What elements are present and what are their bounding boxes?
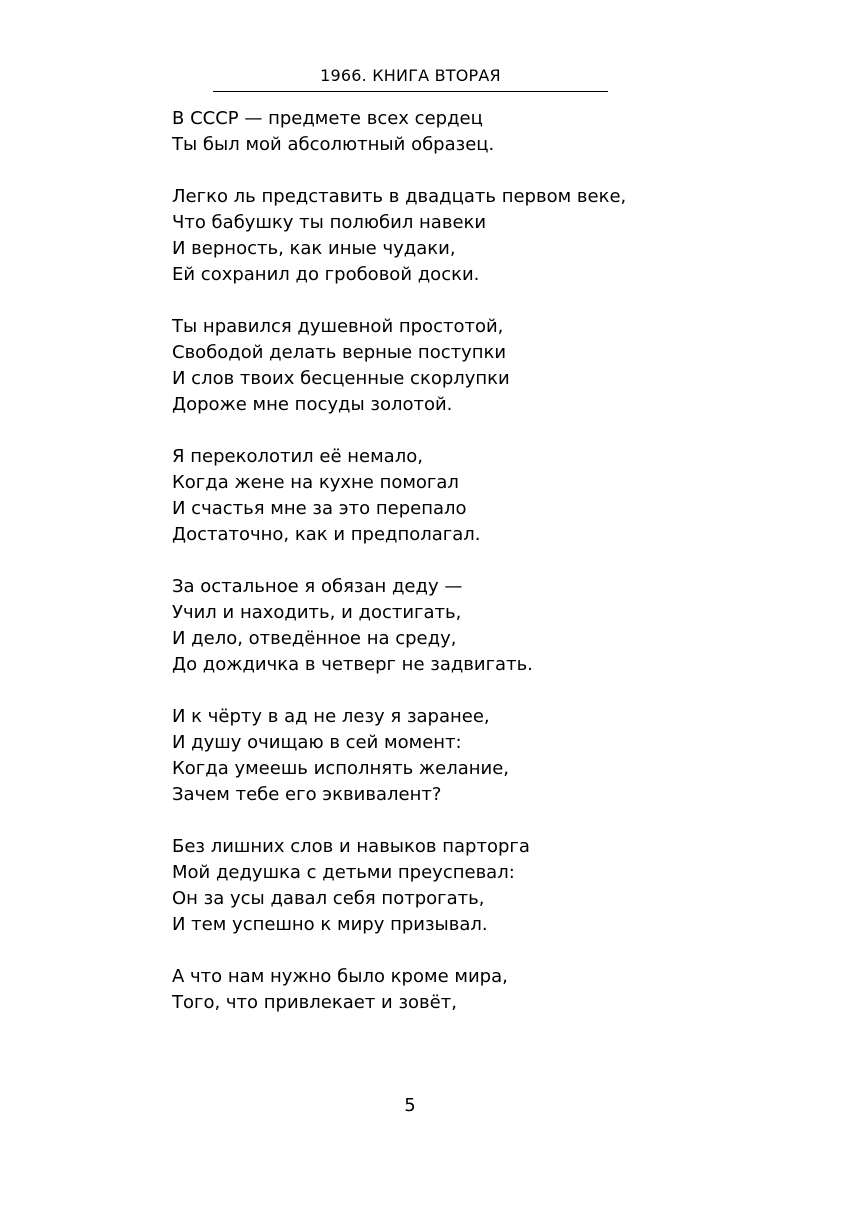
poem-line: Ей сохранил до гробовой доски. [172,264,480,285]
poem-line: И слов твоих бесценные скорлупки [172,368,510,389]
poem-line: Достаточно, как и предполагал. [172,524,481,545]
poem-line: И верность, как иные чудаки, [172,238,456,259]
poem-line: Дороже мне посуды золотой. [172,394,453,415]
stanza-4 [172,444,732,548]
poem-line: Когда умеешь исполнять желание, [172,758,510,779]
poem-line: Что бабушку ты полюбил навеки [172,212,487,233]
poem-line: Когда жене на кухне помогал [172,472,459,493]
poem-line: Свободой делать верные поступки [172,342,507,363]
poem-line: И счастья мне за это перепало [172,498,467,519]
stanza-6 [172,704,732,808]
stanza-1 [172,106,732,158]
poem-line: И душу очищаю в сей момент: [172,732,462,753]
poem-line: Зачем тебе его эквивалент? [172,784,442,805]
poem-line: Ты нравился душевной простотой, [172,316,504,337]
poem-line: Того, что привлекает и зовёт, [172,992,457,1013]
poem-line: И к чёрту в ад не лезу я заранее, [172,706,490,727]
page-number: 5 [404,1095,416,1116]
stanza-5 [172,574,732,678]
poem-line: Без лишних слов и навыков парторга [172,836,530,857]
stanza-2 [172,184,732,288]
poem-line: В СССР — предмете всех сердец [172,108,483,129]
poem-line: Он за усы давал себя потрогать, [172,888,485,909]
poem-body [172,106,732,1042]
poem-line: За остальное я обязан деду — [172,576,463,597]
stanza-7 [172,834,732,938]
running-head: 1966. КНИГА ВТОРАЯ [320,66,501,85]
header-rule [213,91,608,92]
poem-line: Ты был мой абсолютный образец. [172,134,495,155]
poem-line: Легко ль представить в двадцать первом веке, [172,186,627,207]
stanza-3 [172,314,732,418]
poem-line: До дождичка в четверг не задвигать. [172,654,533,675]
poem-line: Мой дедушка с детьми преуспевал: [172,862,515,883]
poem-line: И тем успешно к миру призывал. [172,914,488,935]
poem-line: Я переколотил её немало, [172,446,423,467]
stanza-8 [172,964,732,1016]
poem-line: И дело, отведённое на среду, [172,628,457,649]
poem-line: А что нам нужно было кроме мира, [172,966,508,987]
poem-line: Учил и находить, и достигать, [172,602,462,623]
